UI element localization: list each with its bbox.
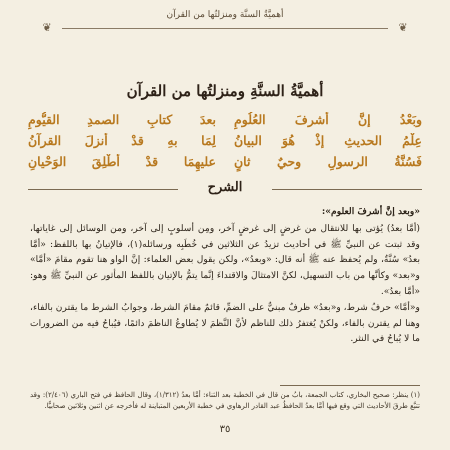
divider-line-right bbox=[272, 189, 422, 190]
divider-line-left bbox=[28, 189, 178, 190]
commentary-lead: «وبعد إنَّ أشرفَ العلوم»: bbox=[321, 206, 420, 217]
page-title: أهميَّةُ السنَّةِ ومنزلتُها من القرآن bbox=[126, 82, 324, 100]
running-header: أهميَّةُ السنَّة ومنزلتُها من القرآن bbox=[166, 10, 284, 20]
commentary-divider bbox=[28, 180, 422, 198]
footnote-rule bbox=[280, 385, 420, 386]
verse-line bbox=[28, 154, 422, 175]
commentary-paragraph: و«أمَّا» حرفُ شرط، و«بعدُ» ظرفٌ مبنيٌّ على الضمِّ، قائمٌ مقامَ الشرط، وجوابُ الشرط ما يقترن بالفاء، وهنا لم يقترن بالفاء، ولكنْ يُغتفرُ ذلك للناظم لأنَّ النَّظمَ لا يُطاوعُ الناظمَ دائمًا، فيُباحُ فيه من الضرورات ما لا يُباحُ في النثر. bbox=[30, 301, 420, 345]
verse-left-hemistich: عليهِمَا قدْ أُطْلِقَ الوَحْيانِ bbox=[28, 154, 216, 169]
verse-right-hemistich: فَسُنَّةُ الرسولِ وحيٌ ثانٍ bbox=[234, 154, 422, 169]
commentary-heading: الشرح bbox=[207, 180, 243, 195]
footnote: (١) ينظر: صحيح البخاري، كتاب الجمعة، بابُ من قال في الخطبة بعد الثناء: أمَّا بعدُ (١/٣١٢)، وقال الحافظ في فتح الباري (٢/٤٠٦): وقد تتبَّع طرقَ الأحاديث التي وقع فيها أمَّا بعدُ الحافظُ عبد القادر الرهاوي في خطبة الأربعين المتباينة له فأخرجه عن اثنين وثلاثين صحابيًّا. bbox=[30, 391, 420, 410]
poem-verses bbox=[28, 112, 422, 175]
verse-right-hemistich: وبَعْدُ إنَّ أشرفَ العُلُومِ bbox=[234, 112, 422, 127]
verse-right-hemistich: عِلْمُ الحديثِ إذْ هُوَ البيانُ bbox=[234, 133, 422, 148]
verse-left-hemistich: بعدَ كتابِ الصمدِ القيُّومِ bbox=[28, 112, 216, 127]
verse-left-hemistich: لِمَا بهِ قدْ أنزلَ القرآنُ bbox=[28, 133, 216, 148]
verse-line bbox=[28, 133, 422, 154]
page-number: ٣٥ bbox=[219, 424, 231, 435]
commentary-paragraph: (أمَّا بعدُ) يُؤتى بها للانتقال من غرضٍ إلى غرضٍ آخر، ومِن أسلوبٍ إلى آخر، ومن الوسائل إلى غاياتها، وقد ثبتت عن النبيِّ ﷺ في أحاديث تزيدُ عن الثلاثين في خُطَبِه ورسائله(١)، فالإتيانُ بها باللفظ: «أمَّا بعدُ» سُنَّةٌ، ولم يُحفظ عنه ﷺ أنه قال: «وبعدُ»، ولكن يقول بعض العلماء: إنَّ الواو هنا تقوم مقامَ «أمَّا» و«بعد» وكأنَّها من باب التسهيل، لكنَّ الامتثالَ والاقتداءَ إنَّما يتمُّ بالإتيان باللفظ المأثور عن النبيِّ ﷺ وهو: «أمَّا بعدُ». bbox=[30, 222, 420, 297]
verse-line bbox=[28, 112, 422, 133]
ornament-right-icon: ❦ bbox=[398, 21, 408, 34]
ornament-left-icon: ❦ bbox=[42, 21, 52, 34]
header-rule bbox=[62, 28, 388, 29]
commentary-body bbox=[30, 204, 420, 347]
